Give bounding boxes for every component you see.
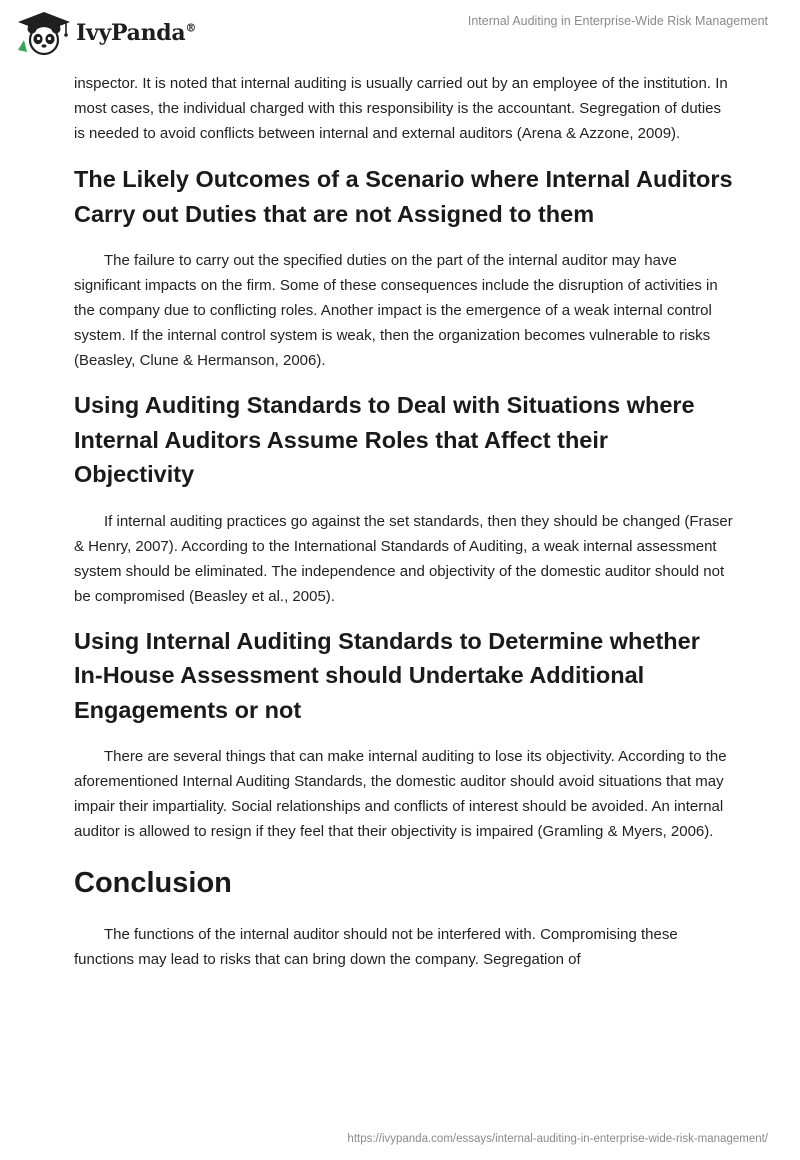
- brand-name: IvyPanda®: [76, 20, 197, 46]
- section-heading: Using Auditing Standards to Deal with Situations where Internal Auditors Assume Roles that Affect their Objectivity: [74, 392, 695, 487]
- section-paragraph: The failure to carry out the specified duties on the part of the internal auditor may have significant impacts on the firm. Some of these consequences include the disruption of activities in the company due to conflicting roles. Another impact is the emergence of a weak internal control system. If the internal control system is weak, then the organization becomes vulnerable to risks (Beasley, Clune & Hermanson, 2006).: [74, 252, 718, 369]
- page-header: [0, 0, 800, 64]
- section-paragraph: If internal auditing practices go against the set standards, then they should be changed (Fraser & Henry, 2007). According to the International Standards of Auditing, a weak internal assessment system should be eliminated. The independence and objectivity of the domestic auditor should not be compromised (Beasley et al., 2005).: [74, 512, 733, 605]
- section-heading: Using Internal Auditing Standards to Determine whether In-House Assessment should Undertake Additional Engagements or not: [74, 627, 700, 723]
- conclusion-heading: Conclusion: [74, 867, 232, 899]
- section-heading: The Likely Outcomes of a Scenario where Internal Auditors Carry out Duties that are not Assigned to them: [74, 166, 733, 227]
- conclusion-paragraph: The functions of the internal auditor should not be interfered with. Compromising these functions may lead to risks that can bring down the company. Segregation of: [74, 926, 678, 968]
- panda-graduate-icon: [14, 10, 72, 56]
- section-paragraph: There are several things that can make internal auditing to lose its objectivity. According to the aforementioned Internal Auditing Standards, the domestic auditor should avoid situations that may impair their impartiality. Social relationships and conflicts of interest should be avoided. An internal auditor is allowed to resign if they feel that their objectivity is impaired (Gramling & Myers, 2006).: [74, 748, 727, 840]
- ivypanda-logo[interactable]: [14, 10, 196, 56]
- essay-body: [74, 71, 734, 972]
- document-title: Internal Auditing in Enterprise-Wide Risk Management: [467, 14, 768, 28]
- intro-paragraph: inspector. It is noted that internal auditing is usually carried out by an employee of the institution. In most cases, the individual charged with this responsibility is the accountant. Segregation of duties is needed to avoid conflicts between internal and external auditors (Arena & Azzone, 2009).: [74, 75, 728, 142]
- source-url[interactable]: https://ivypanda.com/essays/internal-auditing-in-enterprise-wide-risk-management/: [347, 1133, 768, 1145]
